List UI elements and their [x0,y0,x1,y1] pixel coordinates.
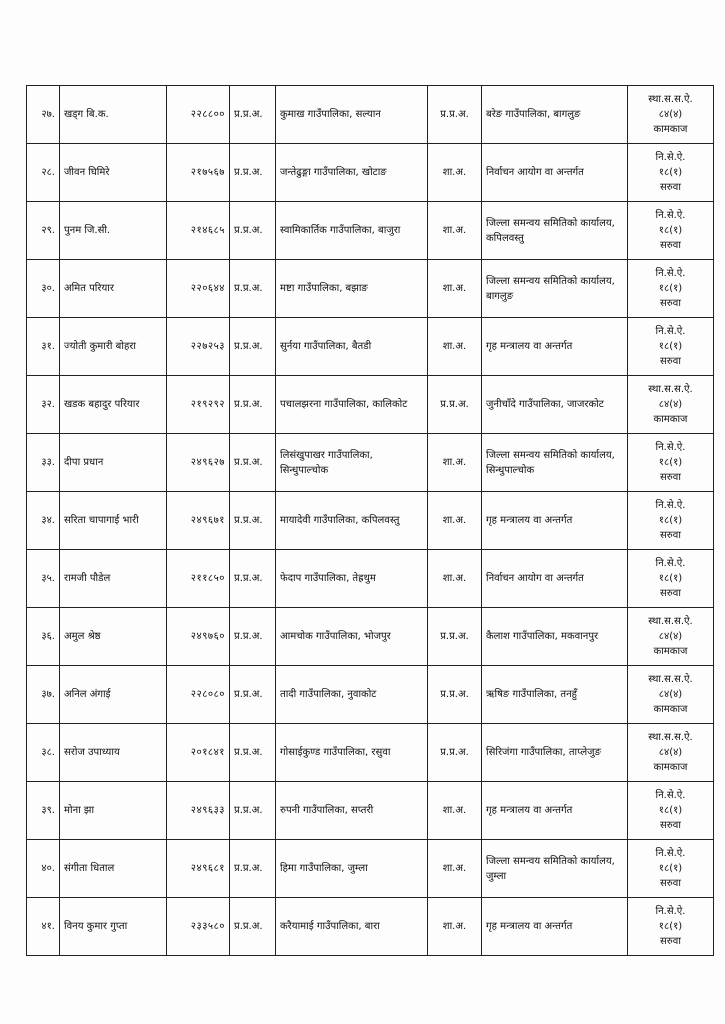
table-row [27,434,714,492]
serial-number-cell: २९. [27,202,60,260]
legal-provision-line: नि.से.ऐ. [655,558,686,569]
legal-provision-cell [628,86,714,144]
legal-provision-line: १८(१) [658,341,683,352]
legal-provision-cell [628,376,714,434]
current-office-cell: स्वामिकार्तिक गाउँपालिका, बाजुरा [276,202,428,260]
legal-provision-cell [628,144,714,202]
table-row [27,492,714,550]
new-office-cell: गृह मन्त्रालय वा अन्तर्गत [482,898,628,956]
serial-number-cell: ३४. [27,492,60,550]
assigned-post-cell: शा.अ. [428,782,482,840]
post-cell: प्र.प्र.अ. [230,898,276,956]
current-office-cell: आमचोक गाउँपालिका, भोजपुर [276,608,428,666]
table-row [27,608,714,666]
current-office-cell: कुमाख गाउँपालिका, सल्यान [276,86,428,144]
post-cell: प्र.प्र.अ. [230,144,276,202]
employee-name-cell: रामजी पौडेल [60,550,167,608]
legal-provision-line: सरुवा [660,298,681,309]
current-office-cell: फेदाप गाउँपालिका, तेह्रथुम [276,550,428,608]
legal-provision-cell [628,724,714,782]
employee-code-cell: २३३५८० [167,898,230,956]
employee-code-cell: २४९६२७ [167,434,230,492]
legal-provision-line: स्था.स.स.ऐ. [648,732,693,743]
post-cell: प्र.प्र.अ. [230,608,276,666]
new-office-cell: ऋषिङ गाउँपालिका, तनहुँ [482,666,628,724]
current-office-cell: सुर्नया गाउँपालिका, बैतडी [276,318,428,376]
legal-provision-cell [628,202,714,260]
legal-provision-line: नि.से.ऐ. [655,442,686,453]
serial-number-cell: ३१. [27,318,60,376]
assigned-post-cell: प्र.प्र.अ. [428,86,482,144]
post-cell: प्र.प्र.अ. [230,782,276,840]
new-office-cell: निर्वाचन आयोग वा अन्तर्गत [482,550,628,608]
serial-number-cell: ३०. [27,260,60,318]
legal-provision-line: सरुवा [660,182,681,193]
legal-provision-line: नि.से.ऐ. [655,210,686,221]
new-office-cell: सिरिजंगा गाउँपालिका, ताप्लेजुङ [482,724,628,782]
post-cell: प्र.प्र.अ. [230,376,276,434]
legal-provision-cell [628,434,714,492]
legal-provision-line: सरुवा [660,936,681,947]
assigned-post-cell: शा.अ. [428,840,482,898]
post-cell: प्र.प्र.अ. [230,86,276,144]
table-body [27,86,714,956]
current-office-cell: जन्तेढुङ्गा गाउँपालिका, खोटाङ [276,144,428,202]
employee-name-cell: खड्ग बि.क. [60,86,167,144]
employee-code-cell: २४९६३३ [167,782,230,840]
employee-code-cell: २२०६४४ [167,260,230,318]
legal-provision-line: सरुवा [660,240,681,251]
table-row [27,550,714,608]
new-office-cell: गृह मन्त्रालय वा अन्तर्गत [482,318,628,376]
legal-provision-line: कामकाज [653,762,688,773]
post-cell: प्र.प्र.अ. [230,492,276,550]
employee-code-cell: २२८०८० [167,666,230,724]
new-office-cell: जुनीचाँदे गाउँपालिका, जाजरकोट [482,376,628,434]
new-office-cell: निर्वाचन आयोग वा अन्तर्गत [482,144,628,202]
employee-name-cell: अनिल अंगाई [60,666,167,724]
new-office-cell: बरेङ गाउँपालिका, बागलुङ [482,86,628,144]
table-row [27,898,714,956]
serial-number-cell: ३९. [27,782,60,840]
employee-code-cell: २१९२९२ [167,376,230,434]
post-cell: प्र.प्र.अ. [230,840,276,898]
new-office-cell: जिल्ला समन्वय समितिको कार्यालय, जुम्ला [482,840,628,898]
employee-code-cell: २४९६८१ [167,840,230,898]
new-office-cell: जिल्ला समन्वय समितिको कार्यालय, बागलुङ [482,260,628,318]
legal-provision-line: १८(१) [658,573,683,584]
legal-provision-line: नि.से.ऐ. [655,500,686,511]
assigned-post-cell: शा.अ. [428,898,482,956]
legal-provision-line: नि.से.ऐ. [655,906,686,917]
serial-number-cell: ३७. [27,666,60,724]
employee-name-cell: सरोज उपाध्याय [60,724,167,782]
assigned-post-cell: प्र.प्र.अ. [428,608,482,666]
employee-name-cell: संगीता धिताल [60,840,167,898]
employee-code-cell: २४९७६० [167,608,230,666]
serial-number-cell: ३८. [27,724,60,782]
post-cell: प्र.प्र.अ. [230,434,276,492]
post-cell: प्र.प्र.अ. [230,666,276,724]
legal-provision-cell [628,898,714,956]
legal-provision-cell [628,492,714,550]
current-office-cell: हिमा गाउँपालिका, जुम्ला [276,840,428,898]
legal-provision-line: स्था.स.स.ऐ. [648,384,693,395]
employee-code-cell: २०१८४१ [167,724,230,782]
employee-name-cell: खडक बहादुर परियार [60,376,167,434]
legal-provision-line: ८४(४) [658,631,683,642]
new-office-cell: गृह मन्त्रालय वा अन्तर्गत [482,492,628,550]
post-cell: प्र.प्र.अ. [230,724,276,782]
legal-provision-line: सरुवा [660,530,681,541]
legal-provision-line: नि.से.ऐ. [655,848,686,859]
legal-provision-line: कामकाज [653,124,688,135]
employee-name-cell: जीवन घिमिरे [60,144,167,202]
legal-provision-line: ८४(४) [658,689,683,700]
new-office-cell: जिल्ला समन्वय समितिको कार्यालय, कपिलवस्तु [482,202,628,260]
assigned-post-cell: शा.अ. [428,202,482,260]
table-row [27,840,714,898]
legal-provision-line: सरुवा [660,356,681,367]
employee-code-cell: २१४६८५ [167,202,230,260]
table-row [27,144,714,202]
table-row [27,724,714,782]
transfer-table [26,85,714,956]
assigned-post-cell: शा.अ. [428,492,482,550]
employee-code-cell: २११८५० [167,550,230,608]
post-cell: प्र.प्र.अ. [230,318,276,376]
legal-provision-line: नि.से.ऐ. [655,152,686,163]
current-office-cell: करैयामाई गाउँपालिका, बारा [276,898,428,956]
legal-provision-line: १८(१) [658,921,683,932]
serial-number-cell: ४०. [27,840,60,898]
legal-provision-line: सरुवा [660,588,681,599]
new-office-cell: जिल्ला समन्वय समितिको कार्यालय, सिन्धुपाल्चोक [482,434,628,492]
assigned-post-cell: शा.अ. [428,318,482,376]
legal-provision-line: ८४(४) [658,747,683,758]
serial-number-cell: २८. [27,144,60,202]
employee-name-cell: अमुल श्रेष्ठ [60,608,167,666]
current-office-cell: तादी गाउँपालिका, नुवाकोट [276,666,428,724]
legal-provision-line: नि.से.ऐ. [655,268,686,279]
current-office-cell: मष्टा गाउँपालिका, बझाङ [276,260,428,318]
legal-provision-line: सरुवा [660,472,681,483]
legal-provision-line: स्था.स.स.ऐ. [648,94,693,105]
table-row [27,318,714,376]
assigned-post-cell: प्र.प्र.अ. [428,376,482,434]
employee-name-cell: दीपा प्रधान [60,434,167,492]
table-row [27,376,714,434]
legal-provision-line: १८(१) [658,167,683,178]
assigned-post-cell: शा.अ. [428,260,482,318]
current-office-cell: मायादेवी गाउँपालिका, कपिलवस्तु [276,492,428,550]
employee-code-cell: २२७२५३ [167,318,230,376]
legal-provision-line: कामकाज [653,646,688,657]
legal-provision-line: १८(१) [658,283,683,294]
legal-provision-line: १८(१) [658,863,683,874]
employee-code-cell: २२८८०० [167,86,230,144]
legal-provision-cell [628,666,714,724]
table-row [27,782,714,840]
table-row [27,260,714,318]
legal-provision-line: सरुवा [660,878,681,889]
legal-provision-cell [628,840,714,898]
legal-provision-line: नि.से.ऐ. [655,326,686,337]
legal-provision-line: १८(१) [658,515,683,526]
table-row [27,202,714,260]
serial-number-cell: ४१. [27,898,60,956]
employee-name-cell: अमित परियार [60,260,167,318]
employee-code-cell: २४९६७१ [167,492,230,550]
legal-provision-cell [628,260,714,318]
serial-number-cell: ३६. [27,608,60,666]
employee-name-cell: ज्योती कुमारी बोहरा [60,318,167,376]
employee-code-cell: २१७५६७ [167,144,230,202]
legal-provision-cell [628,782,714,840]
current-office-cell: लिसंखुपाखर गाउँपालिका, सिन्धुपाल्चोक [276,434,428,492]
legal-provision-line: ८४(४) [658,399,683,410]
current-office-cell: पचालझरना गाउँपालिका, कालिकोट [276,376,428,434]
current-office-cell: गोसाईकुण्ड गाउँपालिका, रसुवा [276,724,428,782]
assigned-post-cell: प्र.प्र.अ. [428,724,482,782]
employee-name-cell: सरिता चापागाई भारी [60,492,167,550]
legal-provision-cell [628,608,714,666]
current-office-cell: रुपनी गाउँपालिका, सप्तरी [276,782,428,840]
legal-provision-line: ८४(४) [658,109,683,120]
post-cell: प्र.प्र.अ. [230,550,276,608]
serial-number-cell: २७. [27,86,60,144]
legal-provision-line: १८(१) [658,225,683,236]
assigned-post-cell: शा.अ. [428,144,482,202]
legal-provision-line: कामकाज [653,704,688,715]
legal-provision-line: सरुवा [660,820,681,831]
employee-name-cell: विनय कुमार गुप्ता [60,898,167,956]
assigned-post-cell: शा.अ. [428,550,482,608]
assigned-post-cell: प्र.प्र.अ. [428,666,482,724]
legal-provision-line: स्था.स.स.ऐ. [648,674,693,685]
new-office-cell: गृह मन्त्रालय वा अन्तर्गत [482,782,628,840]
post-cell: प्र.प्र.अ. [230,260,276,318]
legal-provision-line: स्था.स.स.ऐ. [648,616,693,627]
legal-provision-line: १८(१) [658,457,683,468]
assigned-post-cell: शा.अ. [428,434,482,492]
serial-number-cell: ३२. [27,376,60,434]
serial-number-cell: ३३. [27,434,60,492]
legal-provision-cell [628,318,714,376]
new-office-cell: कैलाश गाउँपालिका, मकवानपुर [482,608,628,666]
serial-number-cell: ३५. [27,550,60,608]
legal-provision-line: नि.से.ऐ. [655,790,686,801]
table-row [27,86,714,144]
legal-provision-cell [628,550,714,608]
employee-name-cell: मोना झा [60,782,167,840]
table-row [27,666,714,724]
post-cell: प्र.प्र.अ. [230,202,276,260]
legal-provision-line: कामकाज [653,414,688,425]
employee-name-cell: पुनम जि.सी. [60,202,167,260]
legal-provision-line: १८(१) [658,805,683,816]
